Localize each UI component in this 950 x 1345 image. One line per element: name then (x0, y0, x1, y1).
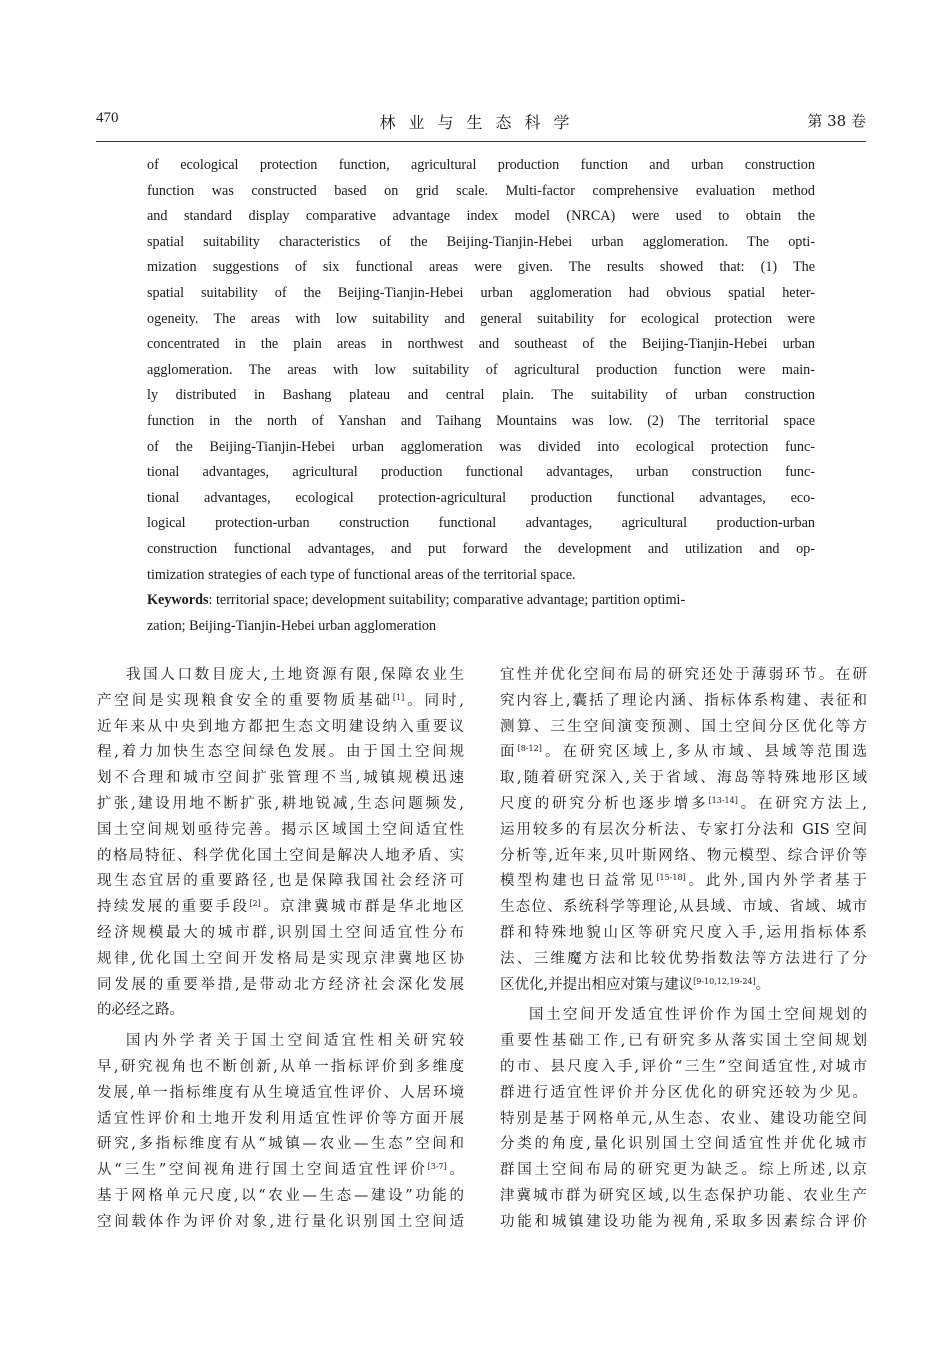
abstract-line: function in the north of Yanshan and Taihang Mountains was low. (2) The territorial space (147, 412, 815, 429)
body-line (500, 1184, 867, 1210)
abstract-line: of the Beijing-Tianjin-Hebei urban agglomeration was divided into ecological protection func- (147, 438, 815, 455)
abstract-line: function was constructed based on grid scale. Multi-factor comprehensive evaluation method (147, 182, 815, 199)
journal-title: 林业与生态科学 (379, 113, 583, 132)
body-line (97, 998, 464, 1024)
body-text: 。京津冀城市群是华北地区 (260, 899, 464, 916)
body-text: 宜性并优化空间布局的研究还处于薄弱环节。在研 (500, 667, 867, 683)
volume-label: 第 38 卷 (807, 112, 866, 130)
body-line (97, 921, 464, 947)
body-line (97, 973, 464, 999)
abstract-line: timization strategies of each type of functional areas of the territorial space. (147, 566, 576, 583)
body-line (97, 895, 464, 921)
body-line (500, 1210, 867, 1236)
keywords-line-2: zation; Beijing-Tianjin-Hebei urban agglomeration (147, 617, 437, 634)
abstract-line: ly distributed in Bashang plateau and central plain. The suitability of urban construction (147, 387, 815, 404)
abstract-line: concentrated in the plain areas in northwest and southeast of the Beijing-Tianjin-Hebei urban (147, 336, 815, 353)
body-text: 尺度的研究分析也逐步增多 (500, 795, 709, 812)
body-text: 群和特殊地貌山区等研究尺度入手,运用指标体系 (500, 924, 867, 941)
body-text: 生态位、系统科学等理论,从县域、市域、省域、城市 (500, 899, 867, 916)
body-line (500, 869, 867, 895)
body-line (500, 1003, 867, 1029)
body-text: 我国人口数目庞大,土地资源有限,保障农业生 (126, 667, 464, 683)
citation-ref: [2] (249, 899, 261, 909)
body-text: 重要性基础工作,已有研究多从落实国土空间规划 (500, 1033, 867, 1050)
body-text: 功能和城镇建设功能为视角,采取多因素综合评价 (500, 1213, 867, 1230)
body-line (97, 715, 464, 741)
body-line (97, 1081, 464, 1107)
body-text: 。 (755, 976, 771, 993)
body-text: 空间载体作为评价对象,进行量化识别国土空间适 (97, 1213, 464, 1230)
body-text: 国土空间开发适宜性评价作为国土空间规划的 (529, 1007, 867, 1024)
body-text: 的市、县尺度入手,评价“三生”空间适宜性,对城市 (500, 1058, 867, 1075)
body-text: 取,随着研究深入,关于省域、海岛等特殊地形区域 (500, 770, 867, 787)
page-header (96, 110, 866, 140)
body-line (97, 1132, 464, 1158)
abstract-line: agglomeration. The areas with low suitability of agricultural production function were main- (147, 361, 815, 378)
abstract-line: mization suggestions of six functional areas were given. The results showed that: (1) The (147, 259, 815, 276)
body-line (97, 740, 464, 766)
body-text: 产空间是实现粮食安全的重要物质基础 (97, 692, 393, 709)
body-text: 分析等,近年来,贝叶斯网络、物元模型、综合评价等 (500, 847, 867, 864)
abstract-line: spatial suitability characteristics of the Beijing-Tianjin-Hebei urban agglomeration. The opti- (147, 233, 815, 250)
abstract-line: and standard display comparative advantage index model (NRCA) were used to obtain the (147, 208, 815, 225)
abstract-line: logical protection-urban construction functional advantages, agricultural production-urban (147, 515, 815, 532)
body-text: 早,研究视角也不断创新,从单一指标评价到多维度 (97, 1058, 464, 1075)
body-text: 划不合理和城市空间扩张管理不当,城镇规模迅速 (97, 770, 464, 787)
body-line (500, 792, 867, 818)
body-text: 群进行适宜性评价并分区优化的研究还较为少见。 (500, 1084, 867, 1101)
body-text: 面 (500, 744, 518, 761)
body-line (500, 766, 867, 792)
english-abstract (147, 153, 815, 639)
body-line (500, 1029, 867, 1055)
citation-ref: [8-12] (517, 744, 542, 754)
body-line (97, 663, 464, 689)
abstract-line: tional advantages, ecological protection-agricultural production functional advantages, eco- (147, 489, 815, 506)
body-text: 法、三维魔方法和比较优势指数法等方法进行了分 (500, 950, 867, 967)
body-line (500, 689, 867, 715)
page-number: 470 (96, 110, 119, 126)
body-text: 。同时, (404, 692, 464, 709)
body-line (500, 947, 867, 973)
body-line (500, 1158, 867, 1184)
body-text: 运用较多的有层次分析法、专家打分法和 GIS 空间 (500, 821, 867, 838)
abstract-line: construction functional advantages, and put forward the development and utilization and op- (147, 540, 815, 557)
body-text: 扩张,建设用地不断扩张,耕地锐减,生态问题频发, (97, 795, 464, 812)
body-text: 测算、三生空间演变预测、国土空间分区优化等方 (500, 718, 867, 735)
body-text: 的必经之路。 (97, 1002, 184, 1019)
citation-ref: [13-14] (708, 795, 738, 805)
body-column-left (97, 663, 464, 1236)
body-text: 。 (446, 1162, 464, 1179)
body-line (500, 973, 867, 999)
body-text: 。此外,国内外学者基于 (685, 873, 867, 890)
body-text: 基于网格单元尺度,以“农业—生态—建设”功能的 (97, 1187, 464, 1204)
body-line (97, 1029, 464, 1055)
body-line (500, 663, 867, 689)
body-text: 适宜性评价和土地开发利用适宜性评价等方面开展 (97, 1110, 464, 1127)
body-text: 模型构建也日益常见 (500, 873, 657, 890)
body-text: 规律,优化国土空间开发格局是实现京津冀地区协 (97, 950, 464, 967)
body-line (97, 766, 464, 792)
body-text: 同发展的重要举措,是带动北方经济社会深化发展 (97, 976, 464, 993)
body-line (97, 792, 464, 818)
body-text: 。在研究区域上,多从市域、县域等范围选 (541, 744, 867, 761)
body-text: 究内容上,囊括了理论内涵、指标体系构建、表征和 (500, 692, 867, 709)
body-text: 从“三生”空间视角进行国土空间适宜性评价 (97, 1162, 428, 1179)
body-text: 程,着力加快生态空间绿色发展。由于国土空间规 (97, 744, 464, 761)
body-line (97, 1107, 464, 1133)
body-line (97, 844, 464, 870)
abstract-line: spatial suitability of the Beijing-Tianjin-Hebei urban agglomeration had obvious spatial heter- (147, 284, 815, 301)
body-line (97, 1184, 464, 1210)
body-text: 国土空间规划亟待完善。揭示区域国土空间适宜性 (97, 821, 464, 838)
citation-ref: [9-10,12,19-24] (693, 976, 756, 986)
body-line (97, 869, 464, 895)
body-line (97, 1210, 464, 1236)
abstract-line: tional advantages, agricultural production functional advantages, urban construction func- (147, 464, 815, 481)
body-line (500, 1081, 867, 1107)
body-text: 近年来从中央到地方都把生态文明建设纳入重要议 (97, 718, 464, 735)
header-rule (96, 141, 866, 142)
body-text: 国内外学者关于国土空间适宜性相关研究较 (126, 1033, 464, 1050)
body-line (500, 715, 867, 741)
body-text: 津冀城市群为研究区域,以生态保护功能、农业生产 (500, 1187, 867, 1204)
body-text: 。在研究方法上, (737, 795, 867, 812)
body-text: 分类的角度,量化识别国土空间适宜性并优化城市 (500, 1136, 867, 1153)
body-text: 持续发展的重要手段 (97, 899, 250, 916)
body-line (500, 895, 867, 921)
keywords-text: : territorial space; development suitability; comparative advantage; partition optimi- (208, 592, 686, 609)
abstract-line: ogeneity. The areas with low suitability and general suitability for ecological protection were (147, 310, 815, 327)
body-text: 的格局特征、科学优化国土空间是解决人地矛盾、实 (97, 847, 464, 864)
body-line (500, 1132, 867, 1158)
body-line (500, 844, 867, 870)
abstract-body (147, 153, 815, 588)
body-line (97, 818, 464, 844)
body-text: 群国土空间布局的研究更为缺乏。综上所述,以京 (500, 1162, 867, 1179)
citation-ref: [1] (392, 692, 405, 702)
body-text: 研究,多指标维度有从“城镇—农业—生态”空间和 (97, 1136, 464, 1153)
body-text: 特别是基于网格单元,从生态、农业、建设功能空间 (500, 1110, 867, 1127)
citation-ref: [15-18] (656, 873, 686, 883)
keywords-label: Keywords (147, 592, 209, 609)
body-column-right (500, 663, 867, 1236)
body-text: 发展,单一指标维度有从生境适宜性评价、人居环境 (97, 1084, 464, 1101)
body-line (97, 689, 464, 715)
body-line (500, 1107, 867, 1133)
abstract-line: of ecological protection function, agricultural production function and urban construction (147, 157, 815, 173)
keywords-line (147, 588, 815, 614)
body-line (500, 818, 867, 844)
body-line (500, 921, 867, 947)
body-line (500, 740, 867, 766)
body-text: 区优化,并提出相应对策与建议 (500, 976, 694, 993)
body-text: 现生态宜居的重要路径,也是保障我国社会经济可 (97, 873, 464, 890)
body-line (97, 947, 464, 973)
citation-ref: [3-7] (427, 1162, 447, 1172)
body-line (500, 1055, 867, 1081)
body-line (97, 1158, 464, 1184)
body-text: 经济规模最大的城市群,识别国土空间适宜性分布 (97, 924, 464, 941)
body-line (97, 1055, 464, 1081)
